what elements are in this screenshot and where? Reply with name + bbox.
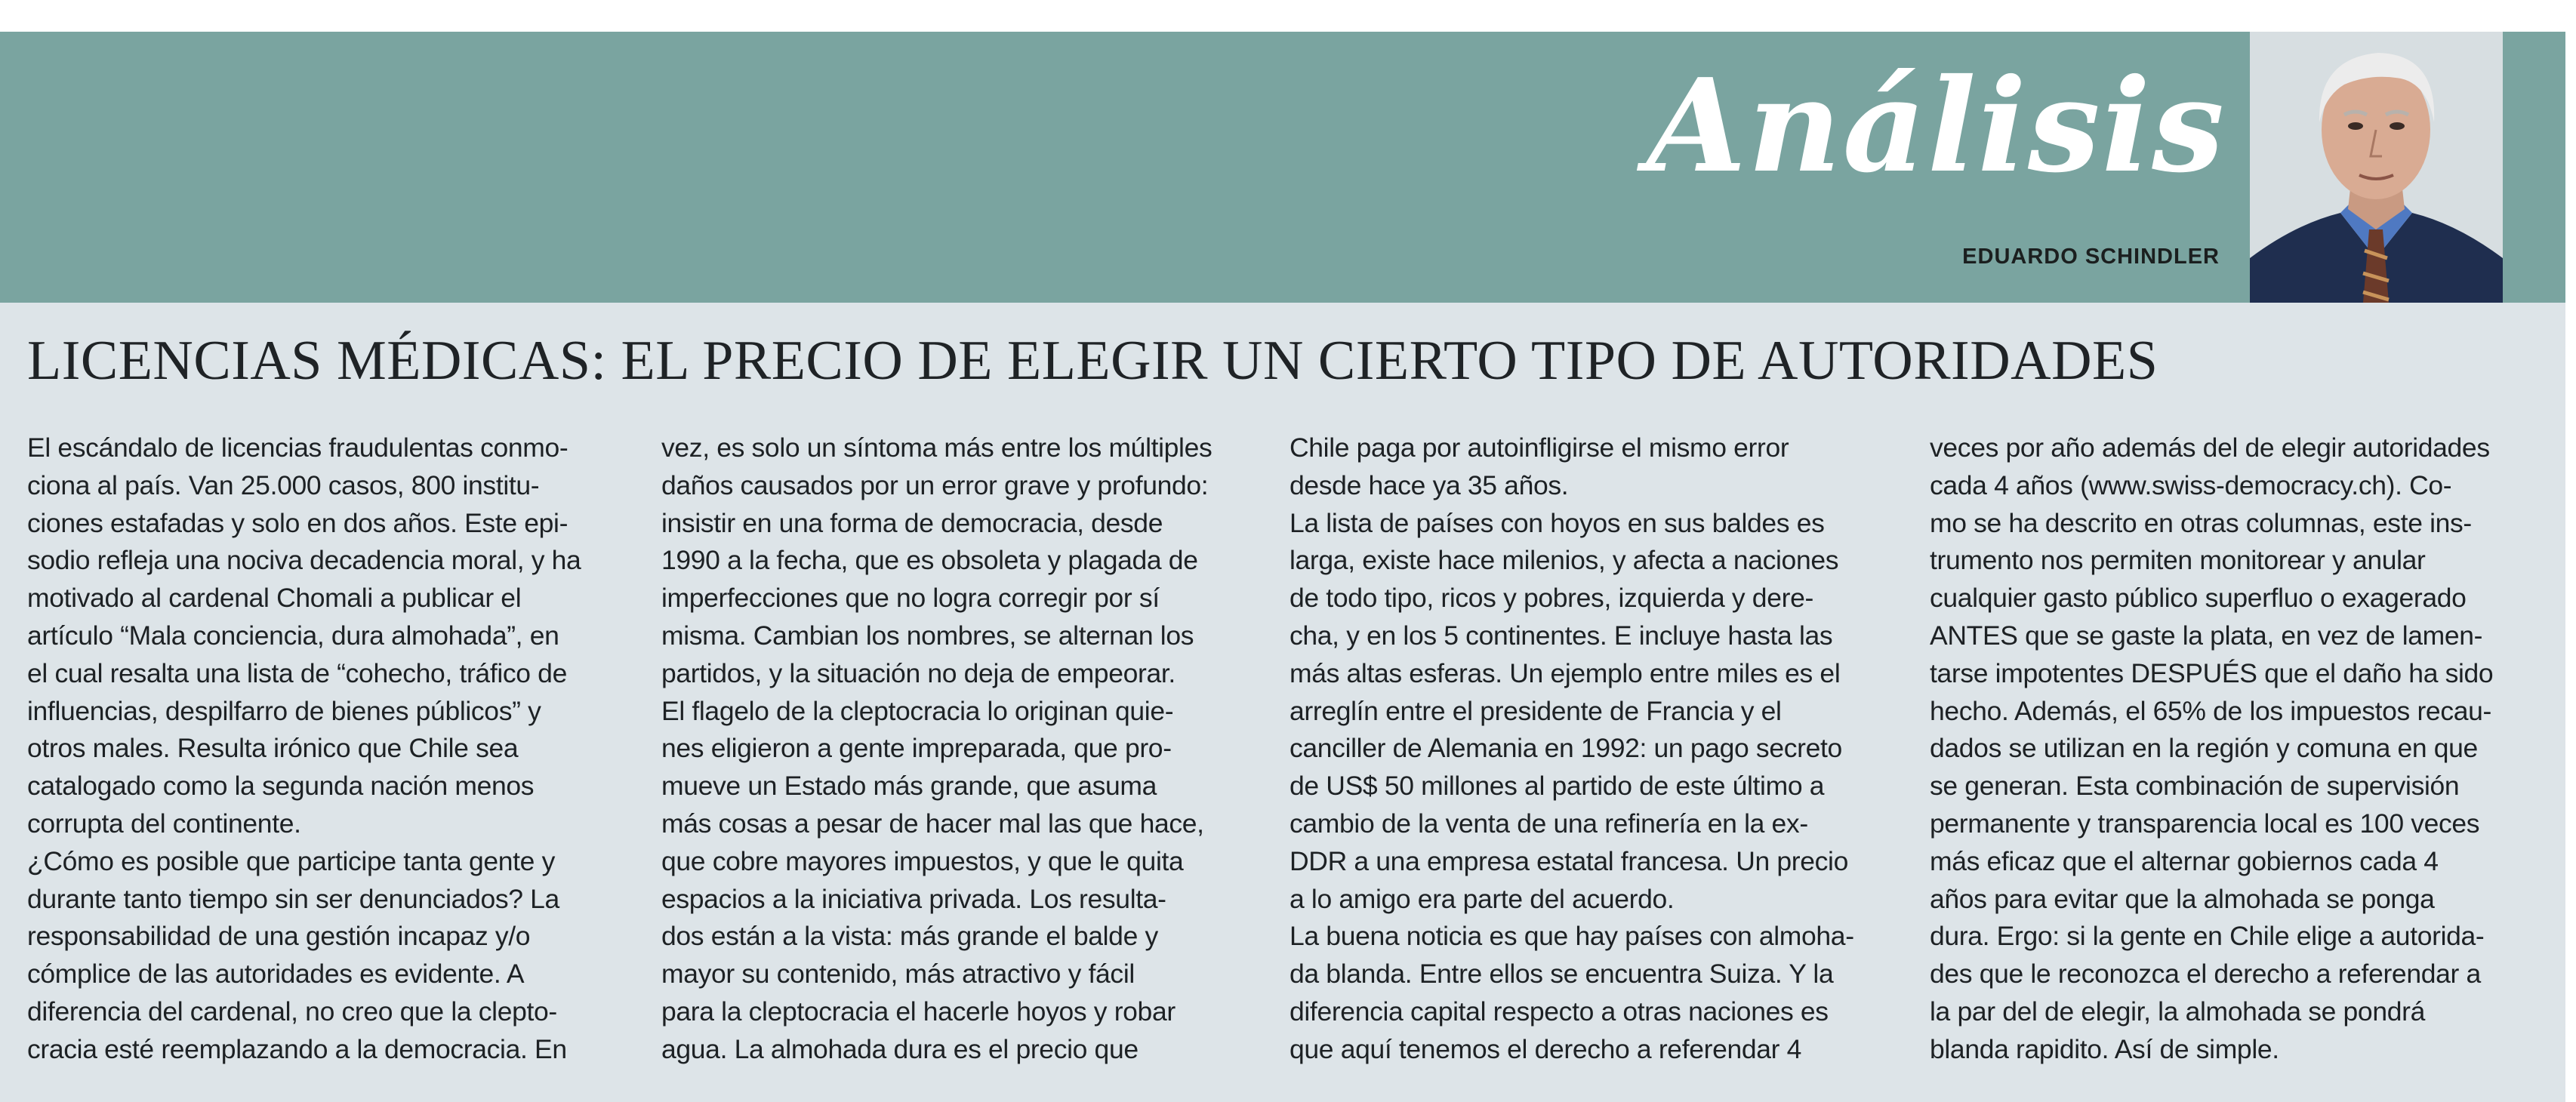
text-line: sodio refleja una nociva decadencia moral, y ha	[27, 545, 581, 576]
text-line: mo se ha descrito en otras columnas, este ins-	[1930, 507, 2472, 538]
text-line: insistir en una forma de democracia, desde	[661, 507, 1163, 538]
text-line: influencias, despilfarro de bienes públicos” y	[27, 695, 541, 726]
text-line: otros males. Resulta irónico que Chile sea	[27, 733, 519, 764]
text-line: ¿Cómo es posible que participe tanta gente y	[27, 845, 555, 876]
text-line: años para evitar que la almohada se ponga	[1930, 883, 2435, 914]
column-1	[27, 429, 631, 1069]
text-line: misma. Cambian los nombres, se alternan los	[661, 620, 1194, 651]
text-line: diferencia del cardenal, no creo que la clepto-	[27, 996, 557, 1027]
text-line: a lo amigo era parte del acuerdo.	[1290, 883, 1675, 914]
text-line: DDR a una empresa estatal francesa. Un precio	[1290, 845, 1848, 876]
text-line: desde hace ya 35 años.	[1290, 469, 1569, 500]
text-line: cada 4 años (www.swiss-democracy.ch). Co-	[1930, 469, 2452, 500]
column-2	[661, 429, 1265, 1069]
text-line: vez, es solo un síntoma más entre los múltiples	[661, 432, 1213, 463]
text-line: ciones estafadas y solo en dos años. Este epi-	[27, 507, 569, 538]
column-4	[1930, 429, 2534, 1069]
text-line: des que le reconozca el derecho a referendar a	[1930, 959, 2481, 990]
text-line: Chile paga por autoinfligirse el mismo error	[1290, 432, 1789, 463]
text-line: de US$ 50 millones al partido de este último a	[1290, 771, 1825, 802]
article-body	[0, 303, 2565, 1102]
section-title: Análisis	[1647, 51, 2226, 202]
text-line: partidos, y la situación no deja de empeorar.	[661, 657, 1176, 688]
text-line: corrupta del continente.	[27, 808, 301, 839]
text-line: dos están a la vista: más grande el balde y	[661, 921, 1158, 952]
text-line: dados se utilizan en la región y comuna en que	[1930, 733, 2478, 764]
section-header	[0, 32, 2565, 303]
text-line: diferencia capital respecto a otras naciones es	[1290, 996, 1829, 1027]
text-line: catalogado como la segunda nación menos	[27, 771, 535, 802]
text-line: 1990 a la fecha, que es obsoleta y plagada de	[661, 545, 1198, 576]
text-line: canciller de Alemania en 1992: un pago secreto	[1290, 733, 1842, 764]
article-headline: LICENCIAS MÉDICAS: EL PRECIO DE ELEGIR UN CIERTO TIPO DE AUTORIDADES	[27, 330, 2158, 392]
text-line: mueve un Estado más grande, que asuma	[661, 771, 1157, 802]
text-line: responsabilidad de una gestión incapaz y/o	[27, 921, 531, 952]
text-line: El escándalo de licencias fraudulentas conmo-	[27, 432, 569, 463]
text-line: la par del de elegir, la almohada se pondrá	[1930, 996, 2425, 1027]
text-line: más cosas a pesar de hacer mal las que hace,	[661, 808, 1204, 839]
text-line: dura. Ergo: si la gente en Chile elige a autorida-	[1930, 921, 2485, 952]
text-line: para la cleptocracia el hacerle hoyos y robar	[661, 996, 1176, 1027]
text-line: cha, y en los 5 continentes. E incluye hasta las	[1290, 620, 1833, 651]
column-3	[1290, 429, 1893, 1069]
text-line: nes eligieron a gente impreparada, que pro-	[661, 733, 1172, 764]
text-line: ANTES que se gaste la plata, en vez de lamen-	[1930, 620, 2483, 651]
text-line: más eficaz que el alternar gobiernos cada 4	[1930, 845, 2439, 876]
text-line: larga, existe hace milenios, y afecta a naciones	[1290, 545, 1839, 576]
text-line: ciona al país. Van 25.000 casos, 800 institu-	[27, 469, 540, 500]
text-line: durante tanto tiempo sin ser denunciados? La	[27, 883, 559, 914]
author-photo	[2250, 32, 2503, 303]
text-line: tarse impotentes DESPUÉS que el daño ha sido	[1930, 657, 2494, 688]
text-line: da blanda. Entre ellos se encuentra Suiza. Y la	[1290, 959, 1834, 990]
text-line: trumento nos permiten monitorear y anular	[1930, 545, 2426, 576]
text-line: hecho. Además, el 65% de los impuestos recau-	[1930, 695, 2491, 726]
text-line: que aquí tenemos el derecho a referendar 4	[1290, 1033, 1802, 1064]
text-line: cualquier gasto público superfluo o exagerado	[1930, 583, 2467, 614]
text-line: el cual resalta una lista de “cohecho, tráfico de	[27, 657, 567, 688]
text-line: cracia esté reemplazando a la democracia. En	[27, 1033, 567, 1064]
text-line: de todo tipo, ricos y pobres, izquierda y dere-	[1290, 583, 1813, 614]
text-line: agua. La almohada dura es el precio que	[661, 1033, 1139, 1064]
text-line: daños causados por un error grave y profundo:	[661, 469, 1209, 500]
text-line: espacios a la iniciativa privada. Los resulta-	[661, 883, 1166, 914]
text-line: cambio de la venta de una refinería en la ex-	[1290, 808, 1808, 839]
text-line: motivado al cardenal Chomali a publicar el	[27, 583, 522, 614]
text-line: cómplice de las autoridades es evidente. A	[27, 959, 525, 990]
text-line: se generan. Esta combinación de supervisión	[1930, 771, 2460, 802]
text-line: La buena noticia es que hay países con almoha-	[1290, 921, 1854, 952]
text-line: que cobre mayores impuestos, y que le quita	[661, 845, 1184, 876]
text-line: arreglín entre el presidente de Francia y el	[1290, 695, 1782, 726]
text-line: El flagelo de la cleptocracia lo originan quie-	[661, 695, 1174, 726]
author-name: EDUARDO SCHINDLER	[1962, 245, 2220, 269]
text-line: más altas esferas. Un ejemplo entre miles es el	[1290, 657, 1841, 688]
text-line: permanente y transparencia local es 100 veces	[1930, 808, 2480, 839]
text-line: blanda rapidito. Así de simple.	[1930, 1033, 2279, 1064]
text-line: La lista de países con hoyos en sus baldes es	[1290, 507, 1825, 538]
text-line: mayor su contenido, más atractivo y fácil	[661, 959, 1135, 990]
text-line: artículo “Mala conciencia, dura almohada”, en	[27, 620, 559, 651]
text-line: veces por año además del de elegir autoridades	[1930, 432, 2490, 463]
text-line: imperfecciones que no logra corregir por sí	[661, 583, 1160, 614]
